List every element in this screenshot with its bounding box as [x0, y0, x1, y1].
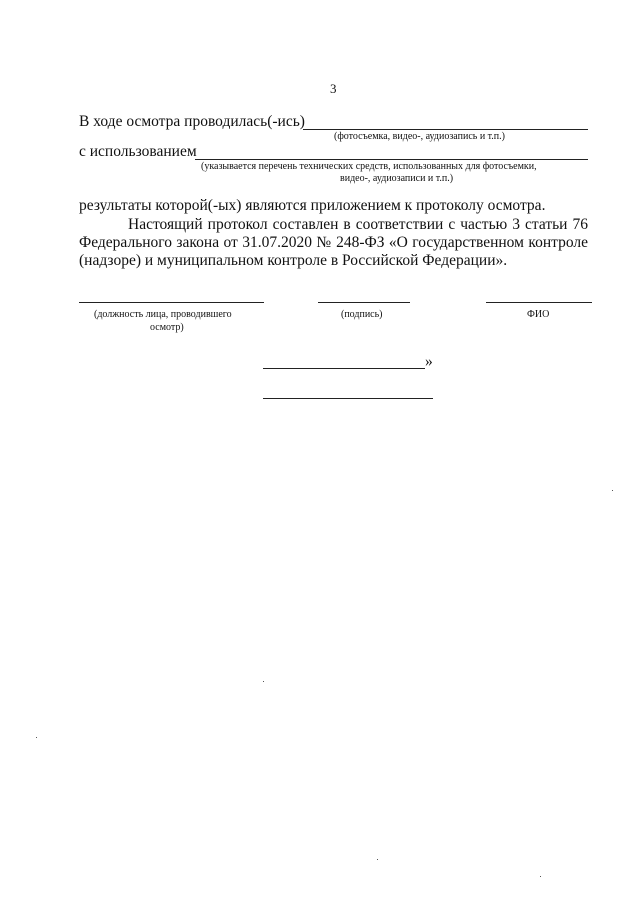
name-signature-line: [486, 302, 592, 303]
inspection-label: В ходе осмотра проводилась(-ись): [79, 113, 305, 130]
inspection-hint: (фотосъемка, видео-, аудиозапись и т.п.): [334, 131, 505, 142]
date-line-2: [263, 398, 433, 399]
position-signature-line: [79, 302, 264, 303]
usage-hint-line1: (указывается перечень технических средств, использованных для фотосъемки,: [201, 161, 537, 172]
scan-speck: [612, 490, 613, 491]
usage-fill-line: [195, 159, 588, 160]
inspection-fill-line: [303, 129, 588, 130]
name-label: ФИО: [527, 309, 550, 320]
position-label-line2: осмотр): [150, 322, 184, 333]
protocol-line-3: (надзоре) и муниципальном контроле в Российской Федерации».: [79, 252, 508, 269]
usage-label: с использованием: [79, 143, 197, 160]
signature-line: [318, 302, 410, 303]
usage-hint-line2: видео-, аудиозаписи и т.п.): [340, 173, 454, 184]
date-closing-quote: »: [425, 353, 433, 370]
position-label-line1: (должность лица, проводившего: [94, 309, 232, 320]
scan-speck: [540, 876, 541, 877]
scan-speck: [263, 681, 264, 682]
date-line-1: [263, 368, 425, 369]
scan-speck: [377, 859, 378, 860]
scan-speck: [36, 737, 37, 738]
protocol-line-1: Настоящий протокол составлен в соответствии с частью 3 статьи 76: [128, 216, 588, 233]
page-number: 3: [330, 81, 337, 96]
protocol-line-2: Федерального закона от 31.07.2020 № 248-ФЗ «О государственном контроле: [79, 234, 588, 251]
signature-label: (подпись): [341, 309, 383, 320]
results-text: результаты которой(-ых) являются приложением к протоколу осмотра.: [79, 197, 546, 214]
